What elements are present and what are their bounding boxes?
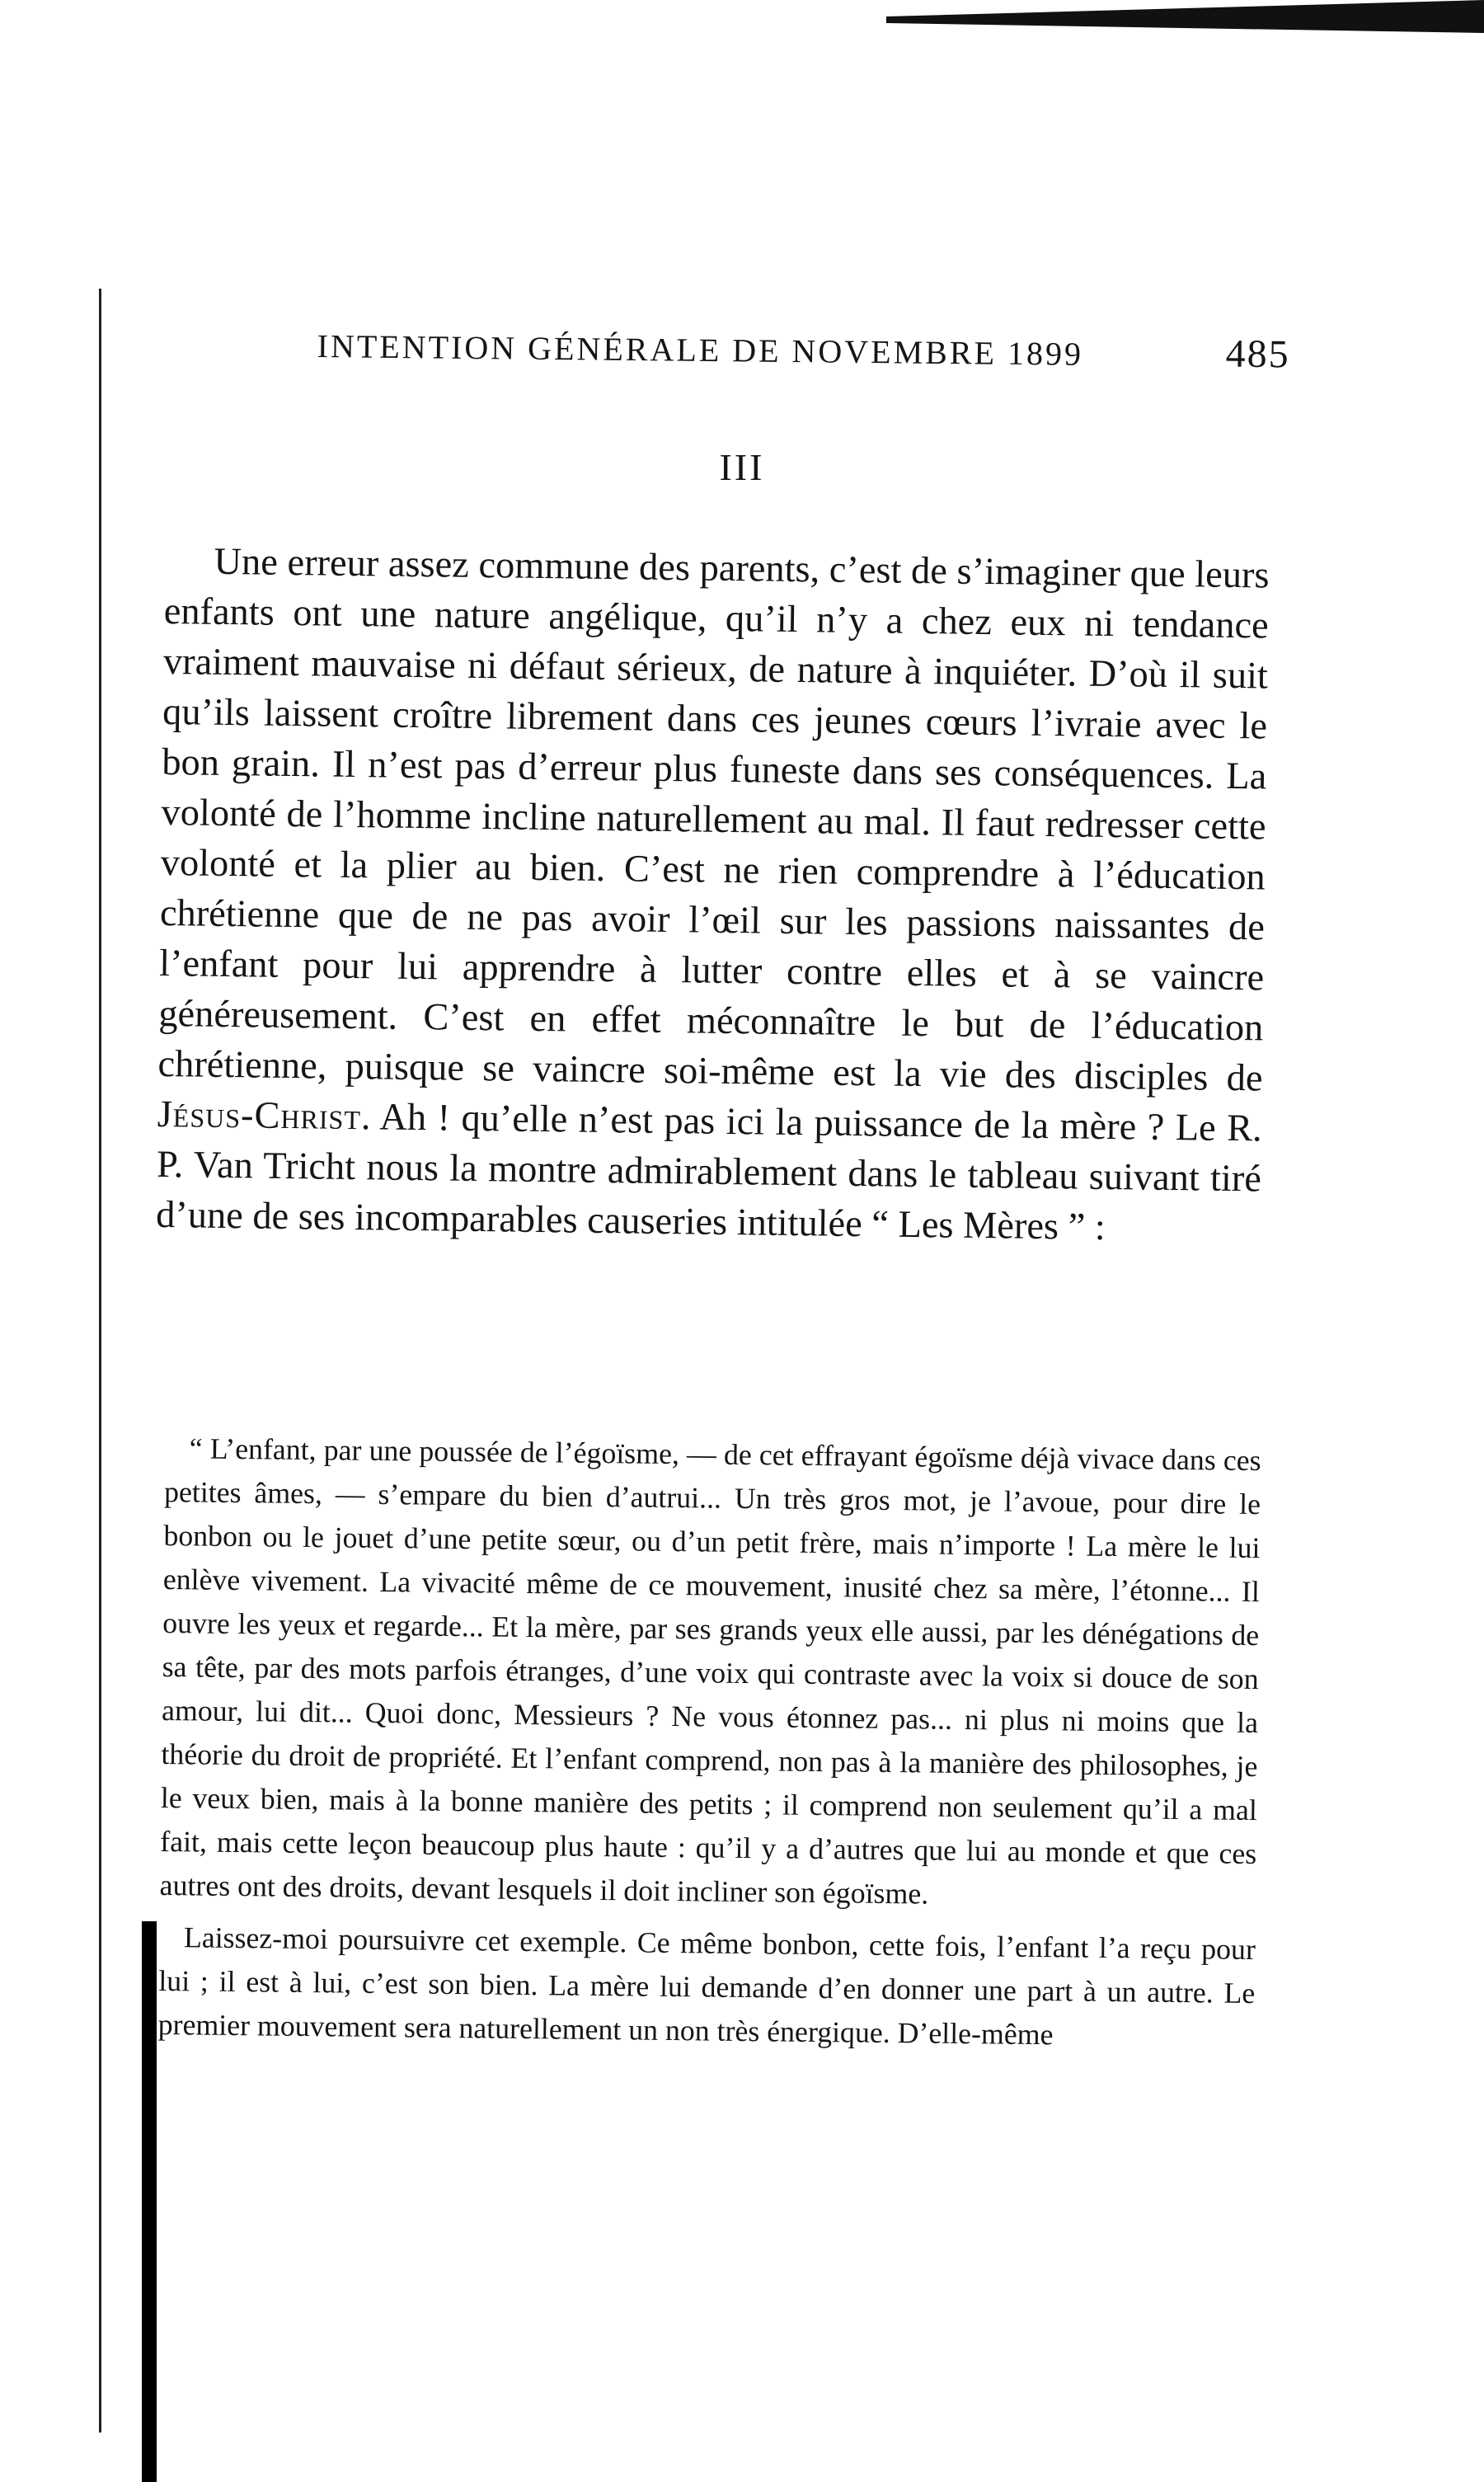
top-scan-rule <box>886 0 1484 33</box>
running-head-title: INTENTION GÉNÉRALE DE NOVEMBRE 1899 <box>317 327 1084 373</box>
section-numeral: III <box>719 446 765 488</box>
page-edge-shadow <box>142 1921 157 2482</box>
quote-paragraph-2: Laissez-moi poursuivre cet exemple. Ce même bonbon, cette fois, l’enfant l’a reçu pour lui ; il est à lui, c’est son bien. La mère lui demande d’en donner une part à un autre. Le premier mouvement sera naturellement un non très énergique. D’elle-même <box>157 1920 1256 2052</box>
quote-paragraph-1: “ L’enfant, par une poussée de l’égoïsme, — de cet effrayant égoïsme déjà vivace dans ces petites âmes, — s’empare du bien d’autrui... Un très gros mot, je l’avoue, pour dire le bonbon ou le jouet d’une petite sœur, ou d’un petit frère, mais n’importe ! La mère le lui enlève vivement. La vivacité même de ce mouvement, inusité chez sa mère, l’étonne... Il ouvre les yeux et regarde... Et la mère, par ses grands yeux elle aussi, par les dénégations de sa tête, par des mots parfois étranges, d’une voix qui contraste avec la voix si douce de son amour, lui dit... Quoi donc, Messieurs ? Ne vous étonnez pas... ni plus ni moins que la théorie du droit de propriété. Et l’enfant comprend, non pas à la manière des philosophes, je le veux bien, mais à la bonne manière des petits ; il comprend non seulement qu’il a mal fait, mais cette leçon beaucoup plus haute : qu’il y a d’autres que lui au monde et que ces autres ont des droits, devant lesquels il doit incliner son égoïsme. <box>159 1431 1261 1911</box>
main-paragraph-text-1: Une erreur assez commune des parents, c’est de s’imaginer que leurs enfants ont une nature angélique, qu’il n’y a chez eux ni tendance vraiment mauvaise ni défaut sérieux, de nature à inquiéter. D’où il suit qu’ils laissent croître librement dans ces jeunes cœurs l’ivraie avec le bon grain. Il n’est pas d’erreur plus funeste dans ses conséquences. La volonté de l’homme incline naturellement au mal. Il faut redresser cette volonté et la plier au bien. C’est ne rien comprendre à l’éducation chrétienne que de ne pas avoir l’œil sur les passions naissantes de l’enfant pour lui apprendre à lutter contre elles et à se vaincre généreusement. C’est en effet méconnaître le but de l’éducation chrétienne, puisque se vaincre soi-même est la vie des disciples de <box>157 540 1270 1100</box>
binding-gutter-line <box>99 289 101 2433</box>
main-paragraph-text-2: . Ah ! qu’elle n’est pas ici la puissance de la mère ? Le R. P. Van Tricht nous la montre admirablement dans le tableau suivant tiré d’une de ses incomparables causeries intitulée “ Les Mères ” : <box>155 1096 1263 1249</box>
running-head <box>317 322 1290 389</box>
quotation-block <box>157 1427 1261 2067</box>
main-paragraph <box>156 536 1270 1254</box>
page-number: 485 <box>1225 331 1290 377</box>
jesus-christ-name: Jésus-Christ <box>157 1093 362 1139</box>
main-text-block <box>156 536 1270 1254</box>
